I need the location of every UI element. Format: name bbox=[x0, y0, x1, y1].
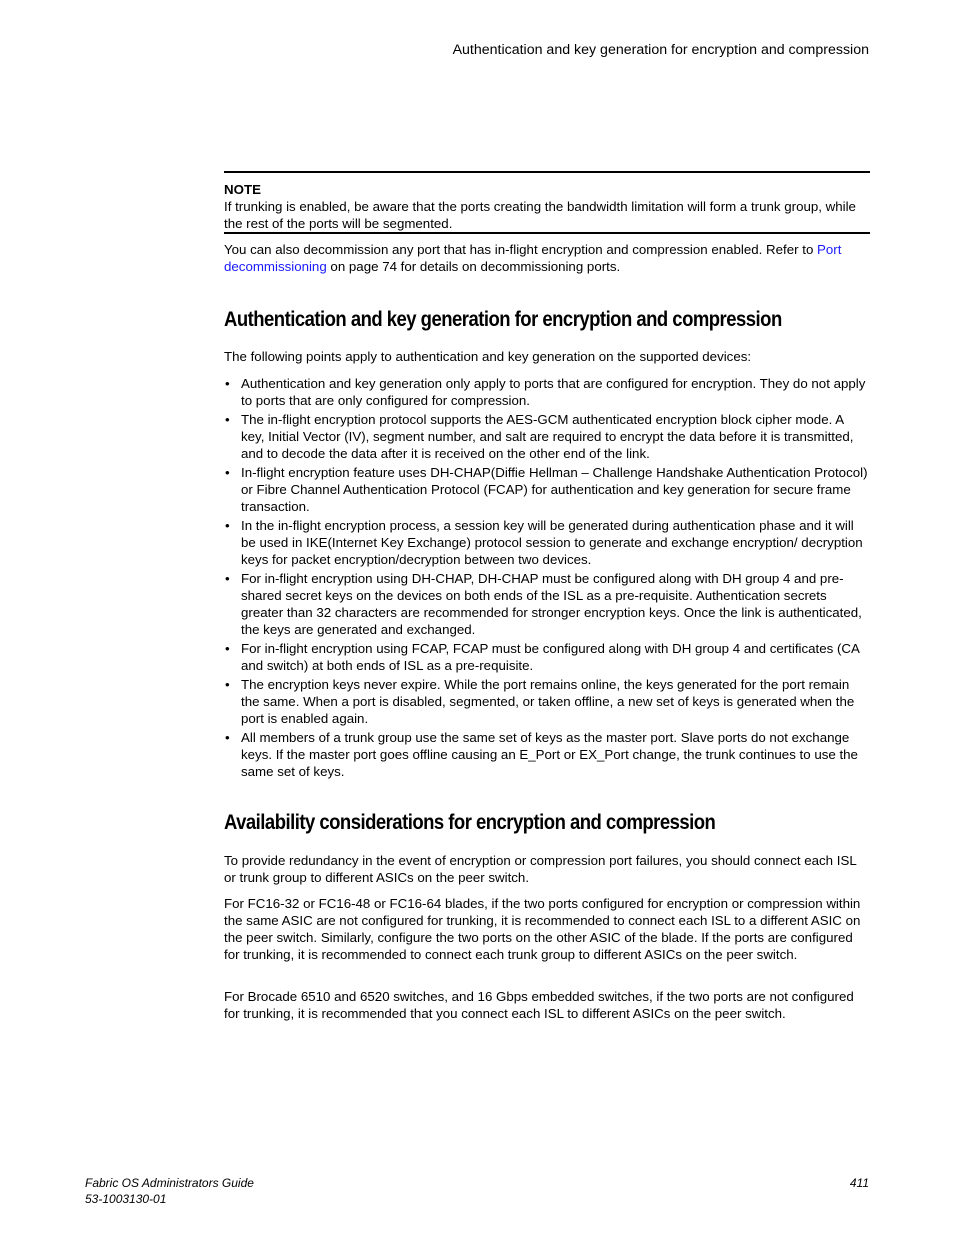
section-heading-availability: Availability considerations for encryption and compression bbox=[224, 810, 716, 834]
list-item bbox=[224, 464, 870, 515]
bullet-icon: • bbox=[225, 730, 230, 745]
intro-text-before-link: You can also decommission any port that has in-flight encryption and compression enabled. Refer to bbox=[224, 242, 818, 257]
bullet-icon: • bbox=[225, 518, 230, 533]
list-item-text: All members of a trunk group use the same set of keys as the master port. Slave ports do not exchange keys. If the master port goes offline causing an E_Port or EX_Port change, the trunk continues to use the same set of keys. bbox=[241, 730, 858, 779]
section1-lead: The following points apply to authentication and key generation on the supported devices: bbox=[224, 349, 752, 364]
footer-doc-number: 53-1003130-01 bbox=[85, 1192, 167, 1206]
note-label: NOTE bbox=[224, 182, 261, 197]
section2-paragraph-3: For Brocade 6510 and 6520 switches, and 16 Gbps embedded switches, if the two ports are not configured for trunking, it is recommended that you connect each ISL to different ASICs on the peer switch. bbox=[224, 989, 854, 1021]
section2-paragraph-1: To provide redundancy in the event of encryption or compression port failures, you should connect each ISL or trunk group to different ASICs on the peer switch. bbox=[224, 853, 857, 885]
section2-paragraph-2: For FC16-32 or FC16-48 or FC16-64 blades, if the two ports configured for encryption or compression within the same ASIC are not configured for trunking, it is recommended to connect each ISL to a different ASIC on the peer switch. Similarly, configure the two ports on the other ASIC of the blade. If the ports are configured for trunking, it is recommended to connect each trunk group to different ASICs on the peer switch. bbox=[224, 896, 861, 962]
list-item-text: The encryption keys never expire. While the port remains online, the keys generated for the port remain the same. When a port is disabled, segmented, or taken offline, a new set of keys is generated when the port is enabled again. bbox=[241, 677, 855, 726]
intro-text-after-link: on page 74 for details on decommissioning ports. bbox=[326, 259, 621, 274]
footer-page-number: 411 bbox=[849, 1176, 869, 1190]
bullet-icon: • bbox=[225, 677, 230, 692]
list-item bbox=[224, 375, 870, 409]
intro-paragraph bbox=[224, 241, 870, 275]
port-decommissioning-link[interactable]: Port decommissioning bbox=[224, 242, 842, 274]
list-item-text: Authentication and key generation only apply to ports that are configured for encryption. They do not apply to ports that are only configured for compression. bbox=[241, 376, 866, 408]
footer-document-info bbox=[85, 1175, 254, 1207]
bullet-icon: • bbox=[225, 465, 230, 480]
list-item-text: For in-flight encryption using FCAP, FCAP must be configured along with DH group 4 and certificates (CA and switch) at both ends of ISL as a pre-requisite. bbox=[241, 641, 860, 673]
section-heading-authentication: Authentication and key generation for encryption and compression bbox=[224, 307, 782, 331]
list-item-text: The in-flight encryption protocol supports the AES-GCM authenticated encryption block cipher mode. A key, Initial Vector (IV), segment number, and salt are required to encrypt the data before it is transmitted, and to decode the data after it is received on the other end of the link. bbox=[241, 412, 854, 461]
note-text: If trunking is enabled, be aware that the ports creating the bandwidth limitation will form a trunk group, while the rest of the ports will be segmented. bbox=[224, 199, 856, 231]
list-item-text: For in-flight encryption using DH-CHAP, DH-CHAP must be configured along with DH group 4 and pre-shared secret keys on the devices on both ends of the ISL as a pre-requisite. Authentication secrets greater than 32 characters are recommended for stronger encryption keys. Once the link is authenticated, the keys are generated and exchanged. bbox=[241, 571, 862, 637]
list-item bbox=[224, 411, 870, 462]
note-box bbox=[224, 171, 870, 234]
running-header: Authentication and key generation for encryption and compression bbox=[452, 42, 869, 58]
list-item-text: In-flight encryption feature uses DH-CHAP(Diffie Hellman – Challenge Handshake Authentication Protocol) or Fibre Channel Authentication Protocol (FCAP) for authentication and key generation for secure frame transaction. bbox=[241, 465, 868, 514]
list-item bbox=[224, 729, 870, 780]
list-item bbox=[224, 640, 870, 674]
list-item bbox=[224, 570, 870, 638]
bullet-icon: • bbox=[225, 376, 230, 391]
bullet-icon: • bbox=[225, 641, 230, 656]
list-item-text: In the in-flight encryption process, a session key will be generated during authentication phase and it will be used in IKE(Internet Key Exchange) protocol session to generate and exchange encryption/ decryption keys for packet encryption/decryption between two devices. bbox=[241, 518, 863, 567]
list-item bbox=[224, 676, 870, 727]
bullet-icon: • bbox=[225, 412, 230, 427]
list-item bbox=[224, 517, 870, 568]
bullet-icon: • bbox=[225, 571, 230, 586]
footer-doc-title: Fabric OS Administrators Guide bbox=[85, 1176, 254, 1190]
authentication-bullet-list bbox=[224, 375, 870, 782]
